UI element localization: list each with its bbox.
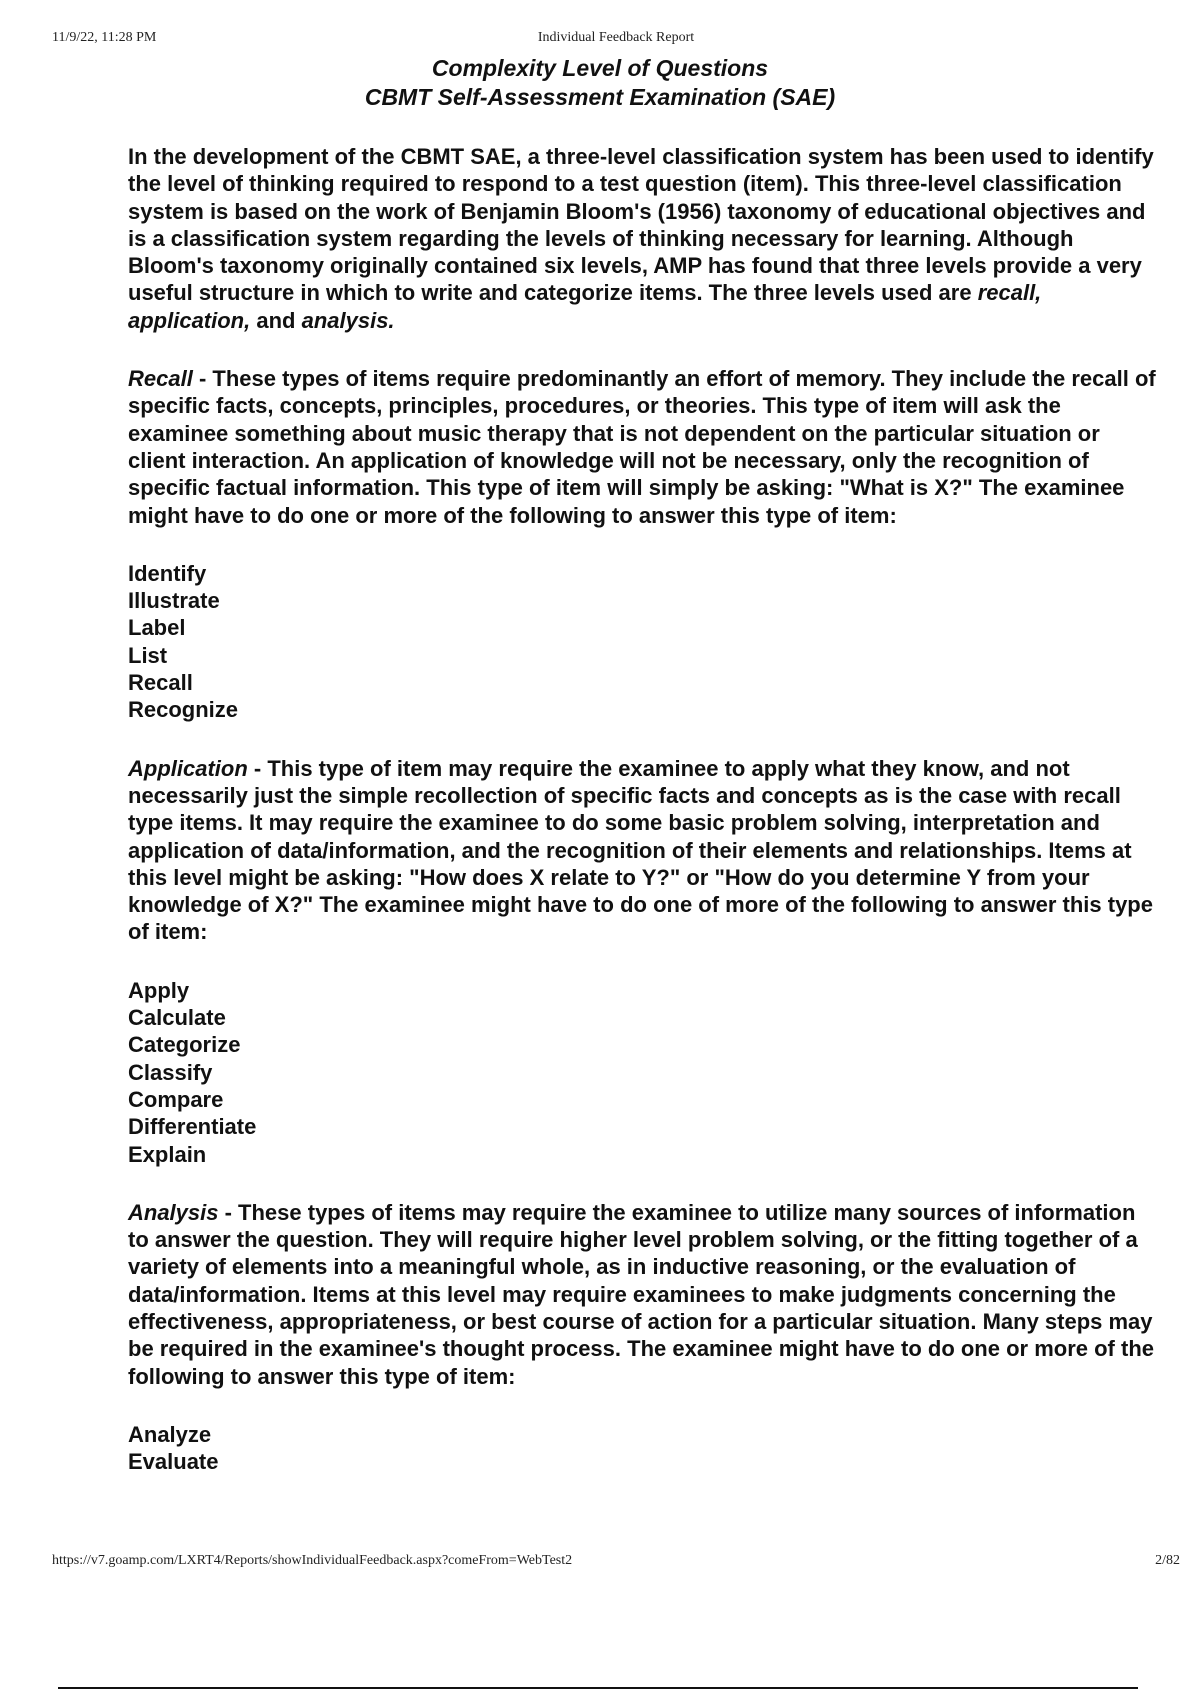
document-title bbox=[0, 54, 1200, 112]
list-item: Identify bbox=[128, 560, 207, 586]
intro-sep-2: and bbox=[250, 307, 302, 333]
list-item: Evaluate bbox=[128, 1449, 219, 1475]
recall-text: - These types of items require predominantly an effort of memory. They include the recall of specific facts, concepts, principles, procedures, or theories. This type of item will ask the examinee something about music therapy that is not dependent on the particular situation or client interaction. An application of knowledge will not be necessary, only the recognition of specific factual information. This type of item will simply be asking: "What is X?" The examinee might have to do one or more of the following to answer this type of item: bbox=[128, 366, 1156, 528]
list-item: Differentiate bbox=[128, 1114, 257, 1140]
application-term: Application bbox=[128, 755, 248, 781]
list-item: Calculate bbox=[128, 1005, 226, 1031]
level-application: application, bbox=[128, 307, 251, 333]
page-divider bbox=[58, 1687, 1138, 1689]
title-line-2: CBMT Self-Assessment Examination (SAE) bbox=[364, 84, 836, 110]
page-number: 2/82 bbox=[1155, 1553, 1180, 1568]
application-paragraph bbox=[128, 755, 1158, 946]
level-recall: recall, bbox=[977, 280, 1042, 306]
application-verb-list bbox=[128, 977, 1158, 1168]
print-url: https://v7.goamp.com/LXRT4/Reports/showIndividualFeedback.aspx?comeFrom=WebTest2 bbox=[52, 1553, 573, 1568]
title-line-1: Complexity Level of Questions bbox=[431, 55, 769, 81]
list-item: Apply bbox=[128, 977, 190, 1003]
list-item: Recall bbox=[128, 670, 193, 696]
print-footer bbox=[52, 1553, 1180, 1573]
application-text: - This type of item may require the examinee to apply what they know, and not necessarily just the simple recollection of specific facts and concepts as is the case with recall type items. It may require the examinee to do some basic problem solving, interpretation and application of data/information, and the recognition of their elements and relationships. Items at this level might be asking: "How does X relate to Y?" or "How do you determine Y from your knowledge of X?" The examinee might have to do one of more of the following to answer this type of item: bbox=[128, 755, 1153, 945]
print-datetime: 11/9/22, 11:28 PM bbox=[52, 30, 157, 45]
intro-text: In the development of the CBMT SAE, a three-level classification system has been used to identify the level of thinking required to respond to a test question (item). This three-level classification system is based on the work of Benjamin Bloom's (1956) taxonomy of educational objectives and is a classification system regarding the levels of thinking necessary for learning. Although Bloom's taxonomy originally contained six levels, AMP has found that three levels provide a very useful structure in which to write and categorize items. The three levels used are bbox=[128, 144, 1154, 306]
list-item: Analyze bbox=[128, 1421, 212, 1447]
list-item: Compare bbox=[128, 1086, 224, 1112]
intro-paragraph bbox=[128, 143, 1158, 334]
list-item: Illustrate bbox=[128, 588, 220, 614]
document-body bbox=[128, 143, 1158, 1475]
list-item: List bbox=[128, 642, 168, 668]
recall-verb-list bbox=[128, 560, 1158, 724]
level-analysis: analysis. bbox=[301, 307, 395, 333]
print-page-title: Individual Feedback Report bbox=[537, 30, 695, 45]
list-item: Categorize bbox=[128, 1032, 241, 1058]
analysis-verb-list bbox=[128, 1421, 1158, 1476]
list-item: Classify bbox=[128, 1059, 213, 1085]
list-item: Label bbox=[128, 615, 186, 641]
print-header bbox=[52, 30, 1180, 50]
list-item: Recognize bbox=[128, 697, 239, 723]
recall-paragraph bbox=[128, 365, 1158, 529]
analysis-term: Analysis bbox=[128, 1199, 219, 1225]
analysis-text: - These types of items may require the examinee to utilize many sources of information to answer the question. They will require higher level problem solving, or the fitting together of a variety of elements into a meaningful whole, as in inductive reasoning, or the evaluation of data/information. Items at this level may require examinees to make judgments concerning the effectiveness, appropriateness, or best course of action for a particular situation. Many steps may be required in the examinee's thought process. The examinee might have to do one or more of the following to answer this type of item: bbox=[128, 1199, 1154, 1389]
analysis-paragraph bbox=[128, 1199, 1158, 1390]
list-item: Explain bbox=[128, 1141, 207, 1167]
recall-term: Recall bbox=[128, 366, 193, 392]
